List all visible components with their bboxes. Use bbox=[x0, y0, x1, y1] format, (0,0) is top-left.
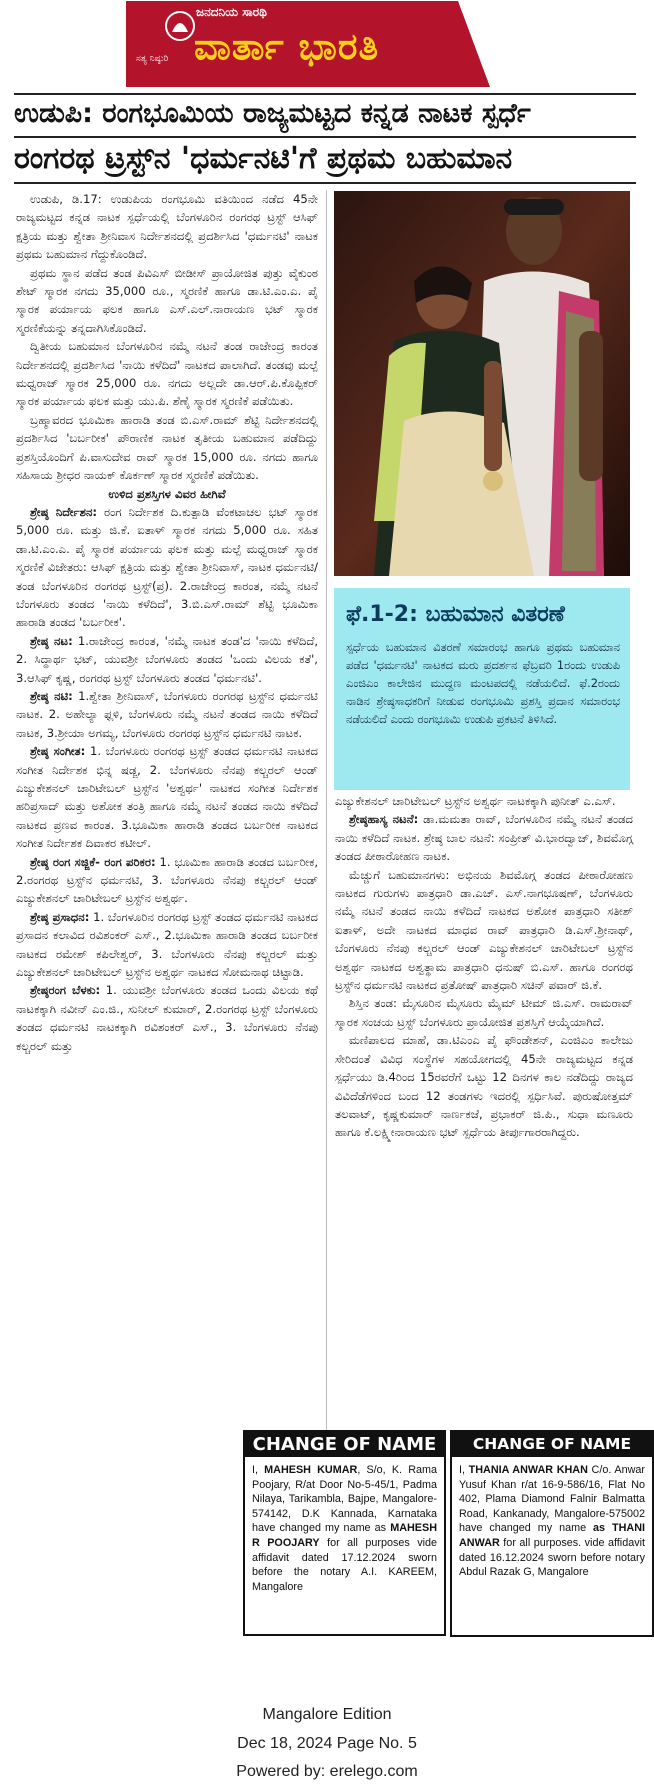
headline-line-2: ರಂಗರಥ ಟ್ರಸ್ಟ್‌ನ 'ಧರ್ಮನಟಿ'ಗೆ ಪ್ರಥಮ ಬಹುಮಾನ bbox=[14, 141, 513, 176]
article-paragraph bbox=[16, 503, 318, 632]
ad-text: C/o. Anwar Yusuf Khan r/at 16-9-586/16, Flat No 402, Plama Diamond Falnir Balmatta Road, Kankanady, Mangalore-575002 have changed my name bbox=[459, 1464, 646, 1535]
headline-line-1: ಉಡುಪಿ: ರಂಗಭೂಮಿಯ ರಾಜ್ಯಮಟ್ಟದ ಕನ್ನಡ ನಾಟಕ ಸ್ಪರ್ಧೆ bbox=[14, 98, 531, 129]
ad-text: , S/o, K. Rama Poojary, R/at Door No-5-45/1, Padma Nilaya, Tarikambla, Bajpe, Mangalore- 574142, D.K Kannada, Karnataka have changed my name as bbox=[252, 1464, 437, 1535]
article-paragraph: ಉಡುಪಿ, ಡಿ.17: ಉಡುಪಿಯ ರಂಗಭೂಮಿ ವತಿಯಿಂದ ನಡೆದ 45ನೇ ರಾಜ್ಯಮಟ್ಟದ ಕನ್ನಡ ನಾಟಕ ಸ್ಪರ್ಧೆಯಲ್ಲಿ ಬೆಂಗಳೂರಿನ ರಂಗರಥ ಟ್ರಸ್ಟ್ ಆಸಿಫ್ ಕ್ಷತ್ರಿಯ ಮತ್ತು ಶ್ವೇತಾ ಶ್ರೀನಿವಾಸ ನಿರ್ದೇಶನದಲ್ಲಿ ಪ್ರದರ್ಶಿಸಿದ 'ಧರ್ಮನಟಿ' ನಾಟಕ ಪ್ರಥಮ ಬಹುಮಾನ ಗೆದ್ದುಕೊಂಡಿದೆ. bbox=[16, 192, 318, 262]
ad-text: for all purposes vide affidavit dated 17.12.2024 sworn before the notary A.I. KAREEM, Mangalore bbox=[252, 1536, 438, 1593]
prize-distribution-text: ಸ್ಪರ್ಧೆಯ ಬಹುಮಾನ ವಿತರಣೆ ಸಮಾರಂಭ ಹಾಗೂ ಪ್ರಥಮ ಬಹುಮಾನ ಪಡೆದ 'ಧರ್ಮನಟಿ' ನಾಟಕದ ಮರು ಪ್ರದರ್ಶನ ಫೆಬ್ರವರಿ 1ರಂದು ಉಡುಪಿ ಎಂಜಿಎಂ ಕಾಲೇಜಿನ ಮುದ್ದಣ ಮಂಟಪದಲ್ಲಿ ನಡೆಯಲಿದೆ. ಫೆ.2ರಂದು ನಾಡಿನ ಶ್ರೇಷ್ಠಸಾಧಕರಿಗೆ ನೀಡುವ ರಂಗಭೂಮಿ ಪ್ರಶಸ್ತಿ ಪ್ರದಾನ ಸಮಾರಂಭ ನಡೆಯಲಿದೆ ಎಂದು ರಂಗಭೂಮಿ ಉಡುಪಿ ಪ್ರಕಟನೆ ತಿಳಿಸಿದೆ. bbox=[346, 640, 620, 726]
award-label: ಶ್ರೇಷ್ಠಹಾಸ್ಯ ನಟನೆ: bbox=[349, 812, 419, 827]
masthead-title: ವಾರ್ತಾ ಭಾರತಿ bbox=[194, 25, 380, 68]
article-paragraph bbox=[16, 981, 318, 1055]
article-photo bbox=[334, 191, 630, 576]
article-paragraph bbox=[335, 810, 633, 865]
ad-body bbox=[245, 1457, 444, 1600]
headline-bottom-rule bbox=[14, 182, 636, 184]
award-text: 1. ಭೂಮಿಕಾ ಹಾರಾಡಿ ತಂಡದ ಬರ್ಬರೀಕ, 2.ರಂಗರಥ ಟ್ರಸ್ಟ್‌ನ ಧರ್ಮನಟಿ, 3. ಬೆಂಗಳೂರು ನೆನಪು ಕಲ್ಚರಲ್ ಆಂಡ್ ಎಜ್ಯುಕೇಶನಲ್ ಚಾರಿಟೇಬಲ್ ಟ್ರಸ್ಟ್‌ನ ಅಶ್ವರ್ಥ. bbox=[16, 854, 318, 906]
award-label: ಶ್ರೇಷ್ಠರಂಗ ಬೆಳಕು: bbox=[30, 983, 101, 998]
prize-distribution-title: ಫೆ.1-2: ಬಹುಮಾನ ವಿತರಣೆ bbox=[346, 602, 565, 627]
masthead-logo-icon bbox=[162, 8, 198, 44]
award-text: 1.ರಾಜೇಂದ್ರ ಕಾರಂತ, 'ನಮ್ಮೆ ನಾಟಕ ತಂಡ'ದ 'ನಾಯಿ ಕಳೆದಿದೆ, 2. ಸಿದ್ಧಾರ್ಥ ಭಟ್, ಯುವಶ್ರೀ ಬೆಂಗಳೂರು ತಂಡದ 'ಒಂದು ವಿಲಯ ಕತೆ', 3.ಆಸಿಫ್ ಕೃಷ್ಣ, ರಂಗರಥ ಟ್ರಸ್ಟ್ ಬೆಂಗಳೂರು ತಂಡದ 'ಧರ್ಮನಟಿ'. bbox=[16, 633, 319, 685]
award-text: 1. ಯುವಶ್ರೀ ಬೆಂಗಳೂರು ತಂಡದ ಒಂದು ವಿಲಯ ಕಥೆ ನಾಟಕಕ್ಕಾಗಿ ನವೀನ್ ಎಂ.ಜಿ., ಸುನೀಲ್ ಕುಮಾರ್, 2.ರಂಗರಥ ಟ್ರಸ್ಟ್ ಬೆಂಗಳೂರು ತಂಡದ ಧರ್ಮನಟಿ ನಾಟಕಕ್ಕಾಗಿ ರವಿಶಂಕರ್ ಎಸ್., 3. ಬೆಂಗಳೂರು ನೆನಪು ಕಲ್ಚರಲ್ ಮತ್ತು bbox=[16, 983, 319, 1053]
article-paragraph: ಮಣಿಪಾಲದ ಮಾಹೆ, ಡಾ.ಟಿಎಂಎ ಪೈ ಫೌಂಡೇಶನ್, ಎಂಜಿಎಂ ಕಾಲೇಜು ಸೇರಿದಂತೆ ವಿವಿಧ ಸಂಸ್ಥೆಗಳ ಸಹಯೋಗದಲ್ಲಿ 45ನೇ ರಾಜ್ಯಮಟ್ಟದ ಕನ್ನಡ ಸ್ಪರ್ಧೆಯು ಡಿ.4ರಿಂದ 15ರವರೆಗೆ ಒಟ್ಟು 12 ದಿನಗಳ ಕಾಲ ನಡೆದಿದ್ದು ರಾಜ್ಯದ ವಿವಿದೆಡೆಗಳಿಂದ ಬಂದ 12 ತಂಡಗಳು ಇದರಲ್ಲಿ ಸ್ಪರ್ಧಿಸಿವೆ. ಪುರುಷೋತ್ತಮ್ ತಲವಾಟ್, ಕೃಷ್ಣಕುಮಾರ್ ನಾರ್ಣಕಜೆ, ಪ್ರಭಾಕರ್ ಜಿ.ಪಿ., ಸುಧಾ ಮಣೂರು ಹಾಗೂ ಕೆ.ಲಕ್ಷ್ಮೀನಾರಾಯಣ ಭಟ್ ಸ್ಪರ್ಧೆಯ ತೀರ್ಪುಗಾರರಾಗಿದ್ದರು. bbox=[335, 1033, 633, 1140]
ad-text: for all purposes. vide affidavit dated 16.12.2024 sworn before notary Abdul Razak G, Mangalore bbox=[459, 1536, 645, 1579]
article-paragraph: ಶಿಸ್ತಿನ ತಂಡ: ಮೈಸೂರಿನ ಮೈಸೂರು ಮೈಮ್ ಟೀಮ್ ಜಿ.ಎಸ್. ರಾಮರಾವ್ ಸ್ಮಾರಕ ಸಂಚಯ ಟ್ರಸ್ಟ್ ಬೆಂಗಳೂರು ಪ್ರಾಯೋಜಿತ ಪ್ರಶಸ್ತಿಗೆ ಆಯ್ಕೆಯಾಗಿದೆ. bbox=[335, 996, 633, 1029]
award-text: 1. ಬೆಂಗಳೂರಿನ ರಂಗರಥ ಟ್ರಸ್ಟ್ ತಂಡದ ಧರ್ಮನಟಿ ನಾಟಕದ ಪ್ರಸಾದನ ಕಲಾವಿದ ರವಿಶಂಕರ್ ಎಸ್., 2.ಭೂಮಿಕಾ ಹಾರಾಡಿ ತಂಡದ ಬರ್ಬರೀಕ ನಾಟಕದ ರಮೇಶ್ ಕಪಿಲೇಶ್ವರ್, 3. ಬೆಂಗಳೂರು ನೆನಪು ಕಲ್ಚರಲ್ ಮತ್ತು ಎಜ್ಯುಕೇಶನಲ್ ಚಾರಿಟೇಬಲ್ ಟ್ರಸ್ಟ್‌ನ ಅಶ್ವರ್ಥ ನಾಟಕದ ಸೋಮನಾಥ ಚಿಟ್ಟಾಡಿ. bbox=[16, 909, 318, 980]
ad-body bbox=[452, 1457, 652, 1586]
award-text: 1.ಶ್ವೇತಾ ಶ್ರೀನಿವಾಸ್, ಬೆಂಗಳೂರು ರಂಗರಥ ಟ್ರಸ್ಟ್‌ನ ಧರ್ಮನಟಿ ನಾಟಕ. 2. ಅಹೇಲ್ಯಾ ಫ್ಲಳಿ, ಬೆಂಗಳೂರು ನಮ್ಮೆ ನಟನೆ ತಂಡದ ನಾಯಿ ಕಳೆದಿದೆ ನಾಟಕ, 3.ಶ್ರೀಯಾ ಅಗಮ್ಯ, ಬೆಂಗಳೂರು ರಂಗರಥ ಟ್ರಸ್ಟ್‌ನ ಧರ್ಮನಟಿ ನಾಟಕ. bbox=[16, 688, 318, 740]
masthead bbox=[126, 1, 490, 87]
article-paragraph bbox=[16, 632, 318, 687]
ad-new-name: as THANI ANWAR bbox=[459, 1522, 645, 1549]
ad-name: THANIA ANWAR KHAN bbox=[468, 1464, 588, 1476]
masthead-tagline: ಜನದನಿಯ ಸಾರಥಿ bbox=[196, 5, 267, 19]
award-label: ಶ್ರೇಷ್ಠ ನಟಿ: bbox=[30, 688, 73, 703]
article-column-1 bbox=[16, 190, 318, 1055]
award-label: ಶ್ರೇಷ್ಠ ನಟ: bbox=[30, 633, 73, 648]
article-subheading: ಉಳಿದ ಪ್ರಶಸ್ತಿಗಳ ವಿವರ ಹೀಗಿವೆ bbox=[108, 486, 226, 501]
award-label: ಶ್ರೇಷ್ಠ ಸಂಗೀತ: bbox=[30, 744, 86, 759]
article-column-2 bbox=[335, 792, 633, 1142]
ad-intro: I, bbox=[459, 1464, 469, 1476]
masthead-subtitle: ಸತ್ಯ ನಿಷ್ಠುರಿ bbox=[136, 54, 169, 64]
photo-actors-image bbox=[334, 191, 630, 576]
article-paragraph: ಪ್ರಥಮ ಸ್ಥಾನ ಪಡೆದ ತಂಡ ಪಿವಿಎಸ್ ಬೀಡೀಸ್ ಪ್ರಾಯೋಜಿತ ಪುತ್ತು ವೈಕುಂಠ ಶೇಟ್ ಸ್ಮಾರಕ ನಗದು 35,000 ರೂ., ಸ್ಮರಣಿಕೆ ಹಾಗೂ ಡಾ.ಟಿ.ಎಂ.ಎ. ಪೈ ಸ್ಮಾರಕ ಪರ್ಯಾಯ ಫಲಕ ಹಾಗೂ ಎಸ್.ಎಲ್.ನಾರಾಯಣ ಭಟ್ ಸ್ಮಾರಕ ಸ್ಮರಣಿಕೆಯನ್ನು ತನ್ನದಾಗಿಸಿಕೊಂಡಿದೆ. bbox=[16, 265, 318, 335]
footer-edition: Mangalore Edition bbox=[262, 1706, 392, 1723]
ad-new-name: MAHESH R POOJARY bbox=[252, 1522, 437, 1549]
award-label: ಶ್ರೇಷ್ಠ ಪ್ರಸಾಧನ: bbox=[30, 909, 90, 924]
article-paragraph bbox=[16, 853, 318, 908]
ad-name: MAHESH KUMAR bbox=[264, 1464, 358, 1476]
headline-top-rule bbox=[14, 93, 636, 95]
article-paragraph bbox=[16, 908, 318, 982]
article-paragraph: ದ್ವಿತೀಯ ಬಹುಮಾನ ಬೆಂಗಳೂರಿನ ನಮ್ಮೆ ನಟನೆ ತಂಡ ರಾಜೇಂದ್ರ ಕಾರಂತ ನಿರ್ದೇಶನದಲ್ಲಿ ಪ್ರದರ್ಶಿಸಿದ 'ನಾಯಿ ಕಳೆದಿದೆ' ನಾಟಕದ ಪಾಲಾಗಿದೆ. ತಂಡವು ಮಲ್ಪೆ ಮಧ್ವರಾಜ್ ಸ್ಮಾರಕ 25,000 ರೂ. ನಗದು ಅಲ್ಲದೇ ಡಾ.ಆರ್.ಪಿ.ಕೊಪ್ಪಿಕರ್ ಸ್ಮಾರಕ ಪರ್ಯಾಯ ಫಲಕ ಮತ್ತು ಯು.ಪಿ. ಶೆಣೈ ಸ್ಮಾರಕ ಸ್ಮರಣಿಕೆ ಪಡೆಯಿತು. bbox=[16, 339, 318, 409]
award-text: ರಂಗ ನಿರ್ದೇಶಕ ದಿ.ಕುತ್ಪಾಡಿ ವೆಂಕಟಾಚಲ ಭಟ್ ಸ್ಮಾರಕ 5,000 ರೂ. ಮತ್ತು ಜಿ.ಕೆ. ಐತಾಳ್ ಸ್ಮಾರಕ ನಗದು 5,000 ರೂ. ಸಹಿತ ಡಾ.ಟಿ.ಎಂ.ಎ. ಪೈ ಸ್ಮಾರಕ ಪರ್ಯಾಯ ಫಲಕ ಮತ್ತು ಮಲ್ಪೆ ಮಧ್ವರಾಜ್ ಸ್ಮಾರಕ ಸ್ಮರಣಿಕೆ ವಿಜೇತರು: ಆಸಿಫ್ ಕ್ಷತ್ರಿಯ ಮತ್ತು ಶ್ವೇತಾ ಶ್ರೀನಿವಾಸ್, ನಾಟಕ ಧರ್ಮನಟಿ/ತಂಡ ಬೆಂಗಳೂರಿನ ರಂಗರಥ ಟ್ರಸ್ಟ್(ಪ್ರ). 2.ರಾಜೇಂದ್ರ ಕಾರಂತ, ನಮ್ಮೆ ನಟನೆ ಬೆಂಗಳೂರು ತಂಡದ 'ನಾಯಿ ಕಳೆದಿದೆ', 3.ಬಿ.ಎಸ್.ರಾಮ್ ಶೆಟ್ಟಿ ಭೂಮಿಕಾ ಹಾರಾಡಿ ತಂಡದ 'ಬರ್ಬರೀಕ'. bbox=[16, 504, 318, 630]
ad-heading: CHANGE OF NAME bbox=[452, 1432, 652, 1457]
award-text: ಡಾ.ಮಮತಾ ರಾವ್, ಬೆಂಗಳೂರಿನ ನಮ್ಮೆ ನಟನೆ ತಂಡದ ನಾಯಿ ಕಳೆದಿದೆ ನಾಟಕ. ಶ್ರೇಷ್ಠ ಬಾಲ ನಟನೆ: ಸಂಪ್ರೀತ್ ವಿ.ಭಾರದ್ವಾಜ್, ಶಿವಮೊಗ್ಗ ತಂಡದ ಪೀಠಾರೋಹಣ ನಾಟಕ. bbox=[335, 812, 633, 864]
ad-intro: I, bbox=[252, 1464, 265, 1476]
classified-ad-name-change bbox=[450, 1430, 654, 1637]
column-divider bbox=[326, 190, 327, 1635]
article-paragraph bbox=[16, 742, 318, 852]
footer-powered-by: Powered by: erelego.com bbox=[236, 1763, 418, 1780]
prize-distribution-box bbox=[334, 588, 630, 790]
award-label: ಶ್ರೇಷ್ಠ ನಿರ್ದೇಶನ: bbox=[30, 504, 98, 519]
article-paragraph: ಎಜ್ಯುಕೇಶನಲ್ ಚಾರಿಟೇಬಲ್ ಟ್ರಸ್ಟ್‌ನ ಅಶ್ವರ್ಥ ನಾಟಕಕ್ಕಾಗಿ ಪುನೀತ್ ಎ.ಎಸ್. bbox=[335, 794, 616, 808]
classified-ad-name-change bbox=[243, 1430, 446, 1636]
award-label: ಶ್ರೇಷ್ಠ ರಂಗ ಸಜ್ಜಿಕೆ- ರಂಗ ಪರಿಕರ: bbox=[30, 854, 156, 869]
ad-heading: CHANGE OF NAME bbox=[245, 1432, 444, 1457]
article-paragraph: ಬ್ರಹ್ಮಾವರದ ಭೂಮಿಕಾ ಹಾರಾಡಿ ತಂಡ ಬಿ.ಎಸ್.ರಾಮ್ ಶೆಟ್ಟಿ ನಿರ್ದೇಶನದಲ್ಲಿ ಪ್ರದರ್ಶಿಸಿದ 'ಬರ್ಬರೀಕ' ಪೌರಾಣಿಕ ನಾಟಕ ತೃತೀಯ ಬಹುಮಾನ ಪಡೆದಿದ್ದು ಪ್ರಶಸ್ತಿಯೊಂದಿಗೆ ಪಿ.ವಾಸುದೇವ ರಾವ್ ಸ್ಮಾರಕ 15,000 ರೂ. ನಗದು ಹಾಗೂ ಸಹಿಸಾಯ ಶ್ರೀಧರ ನಾಯಕ್ ಕೊರ್ಕಣ್ ಸ್ಮಾರಕ ಸ್ಮರಣಿಕೆ ಪಡೆಯಿತು. bbox=[16, 412, 318, 483]
headline-mid-rule bbox=[14, 136, 636, 138]
award-text: 1. ಬೆಂಗಳೂರು ರಂಗರಥ ಟ್ರಸ್ಟ್ ತಂಡದ ಧರ್ಮನಟಿ ನಾಟಕದ ಸಂಗೀತ ನಿರ್ದೇಶಕ ಭಿನ್ನ ಷಡ್ಜ, 2. ಬೆಂಗಳೂರು ನೆನಪು ಕಲ್ಚರಲ್ ಆಂಡ್ ಎಜ್ಯುಕೇಶನಲ್ ಚಾರಿಟೇಬಲ್ ಟ್ರಸ್ಟ್‌ನ 'ಅಶ್ವರ್ಥ' ನಾಟಕದ ಸಂಗೀತ ನಿರ್ದೇಶಕ ಹರಿಪ್ರಸಾದ್ ಮತ್ತು ಅಶೋಕ ತಂತ್ರಿ ಹಾಗೂ ನಮ್ಮೆ ನಟನೆ ತಂಡದ ನಾಯಿ ಕಳೆದಿದೆ ನಾಟಕದ ಪ್ರಣವ ಕಾರಂತ. 3.ಭೂಮಿಕಾ ಹಾರಾಡಿ ತಂಡದ ಬರ್ಬರೀಕ ನಾಟಕದ ಸಂಗೀತ ನಿರ್ದೇಶಕ ದಿವಾಕರ ಕಟೀಲ್. bbox=[16, 744, 318, 851]
article-paragraph: ಮೆಚ್ಚುಗೆ ಬಹುಮಾನಗಳು: ಅಭಿನಯ ಶಿವಮೊಗ್ಗ ತಂಡದ ಪೀಠಾರೋಹಣ ನಾಟಕದ ಗುರುಗಳು ಪಾತ್ರಧಾರಿ ಡಾ.ಎಚ್. ಎಸ್.ನಾಗಭೂಷಣ್, ಬೆಂಗಳೂರು ನಮ್ಮೆ ನಟನೆ ತಂಡದ ನಾಯಿ ಕಳೆದಿದೆ ನಾಟಕದ ಅಶೋಕ ಪಾತ್ರಧಾರಿ ಸತೀಶ್ ಐತಾಳ್, ಅದೇ ನಾಟಕದ ಮಾಧವ ರಾವ್ ಪಾತ್ರಧಾರಿ ಡಿ.ಎಸ್.ಶ್ರೀನಾಥ್, ಬೆಂಗಳೂರು ನೆನಪು ಕಲ್ಚರಲ್ ಆಂಡ್ ಎಜ್ಯುಕೇಶನಲ್ ಚಾರಿಟೇಬಲ್ ಟ್ರಸ್ಟ್‌ನ ಅಶ್ವರ್ಥ ನಾಟಕದ ಅಶ್ವತ್ಥಾಮ ಪಾತ್ರಧಾರಿ ಧನುಷ್ ಬಿ.ಎಸ್. ಹಾಗೂ ರಂಗರಥ ಟ್ರಸ್ಟ್‌ನ ಧರ್ಮನಟಿ ನಾಟಕದ ಪ್ರತೋಷ್ ಪಾತ್ರಧಾರಿ ಸಚಿನ್ ಪವಾರ್ ಜಿ.ಕೆ. bbox=[335, 867, 633, 993]
article-paragraph bbox=[16, 687, 318, 742]
footer-date-page: Dec 18, 2024 Page No. 5 bbox=[237, 1735, 417, 1752]
